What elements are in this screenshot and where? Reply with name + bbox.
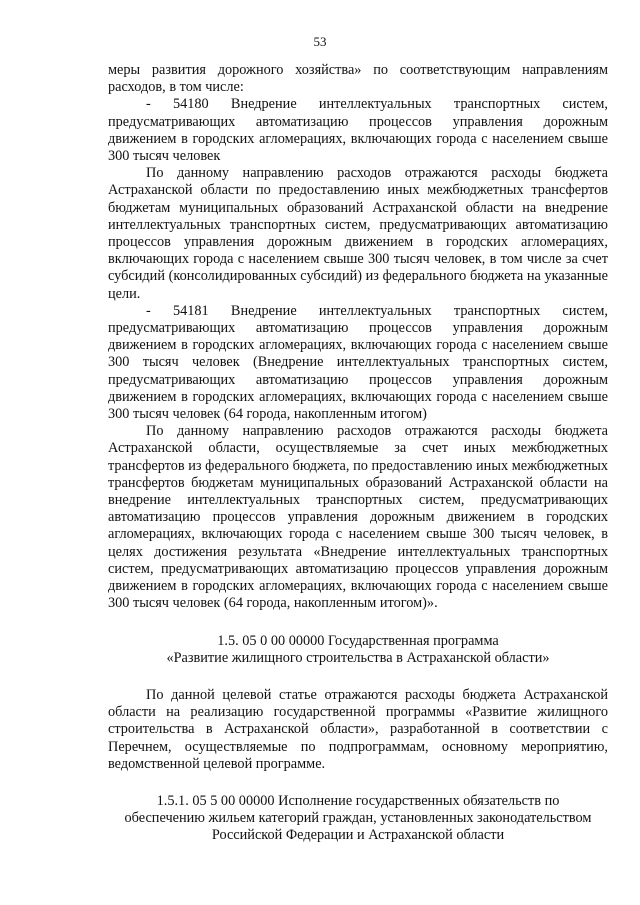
paragraph-section-1-5: По данной целевой статье отражаются расходы бюджета Астраханской области на реализацию государственной программы «Развитие жилищного строительства в Астраханской области», разработанной в соответствии с Перечнем, осуществляемые по подпрограммам, основному мероприятию, ведомственной целевой программе. [108, 686, 608, 772]
paragraph-54180: - 54180 Внедрение интеллектуальных транспортных систем, предусматривающих автоматизацию процессов управления дорожным движением в городских агломерациях, включающих города с населением свыше 300 тысяч человек [108, 96, 608, 165]
paragraph-54181: - 54181 Внедрение интеллектуальных транспортных систем, предусматривающих автоматизацию процессов управления дорожным движением в городских агломерациях, включающих города с населением свыше 300 тысяч человек (Внедрение интеллектуальных транспортных систем, предусматривающих автоматизацию процессов управления дорожным движением в городских агломерациях, включающих города с населением свыше 300 тысяч человек (64 города, накопленным итогом) [108, 302, 608, 423]
section-heading-1-5-1-line3: Российской Федерации и Астраханской области [211, 827, 505, 844]
section-heading-1-5-line2: «Развитие жилищного строительства в Астраханской области» [166, 649, 550, 666]
paragraph-54180-description: По данному направлению расходов отражаются расходы бюджета Астраханской области по предоставлению иных межбюджетных трансфертов бюджетам муниципальных образований Астраханской области на внедрение интеллектуальных транспортных систем, предусматривающих автоматизацию процессов управления дорожным движением в городских агломерациях, включающих города с населением свыше 300 тысяч человек, в том числе за счет субсидий (консолидированных субсидий) из федерального бюджета на указанные цели. [108, 165, 608, 302]
section-heading-1-5-1 [108, 793, 608, 845]
document-body [108, 62, 608, 845]
paragraph-54181-description: По данному направлению расходов отражаются расходы бюджета Астраханской области, осуществляемые за счет иных межбюджетных трансфертов из федерального бюджета, по предоставлению иных межбюджетных трансфертов бюджетам муниципальных образований Астраханской области на внедрение интеллектуальных транспортных систем, предусматривающих автоматизацию процессов управления дорожным движением в городских агломерациях, включающих города с населением свыше 300 тысяч человек, в целях достижения результата «Внедрение интеллектуальных транспортных систем, предусматривающих автоматизацию процессов управления дорожным движением в городских агломерациях, включающих города с населением свыше 300 тысяч человек (64 города, накопленным итогом)». [108, 423, 608, 612]
section-heading-1-5-1-line2: обеспечению жильем категорий граждан, установленных законодательством [124, 810, 592, 827]
section-heading-1-5-1-line1: 1.5.1. 05 5 00 00000 Исполнение государственных обязательств по [156, 792, 560, 809]
page-number: 53 [313, 34, 327, 49]
section-heading-1-5 [108, 633, 608, 667]
paragraph-intro: меры развития дорожного хозяйства» по соответствующим направлениям расходов, в том числе: [108, 62, 608, 96]
section-heading-1-5-line1: 1.5. 05 0 00 00000 Государственная программа [217, 632, 499, 649]
